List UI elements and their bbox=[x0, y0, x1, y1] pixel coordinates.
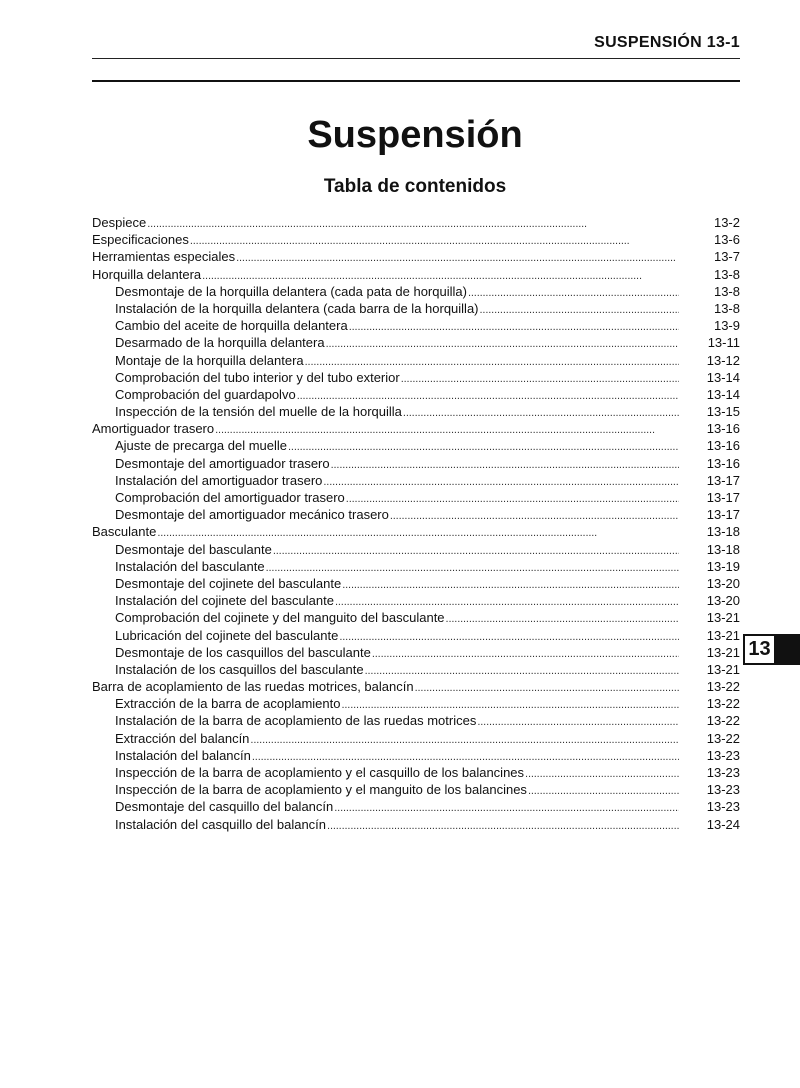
toc-entry[interactable] bbox=[92, 747, 740, 764]
toc-entry-label: Instalación del amortiguador trasero bbox=[115, 472, 323, 488]
toc-entry-page: 13-14 bbox=[706, 386, 740, 402]
toc-entry-page: 13-12 bbox=[706, 352, 740, 368]
toc-leader-dots bbox=[480, 302, 679, 319]
toc-entry-label: Comprobación del cojinete y del manguito del basculante bbox=[115, 610, 445, 626]
toc-entry-page: 13-23 bbox=[706, 782, 740, 798]
toc-entry[interactable] bbox=[92, 695, 740, 712]
toc-entry-label: Desmontaje de la horquilla delantera (cada pata de horquilla) bbox=[115, 283, 467, 299]
toc-entry-label: Desmontaje del amortiguador mecánico trasero bbox=[115, 507, 389, 523]
header-rule bbox=[92, 58, 740, 59]
toc-leader-dots bbox=[326, 336, 679, 353]
toc-entry-label: Barra de acoplamiento de las ruedas motrices, balancín bbox=[92, 679, 414, 695]
toc-entry[interactable] bbox=[92, 437, 740, 454]
toc-entry-page: 13-21 bbox=[706, 644, 740, 660]
page-header bbox=[92, 0, 740, 80]
toc-entry[interactable] bbox=[92, 798, 740, 815]
toc-entry-label: Desmontaje del casquillo del balancín bbox=[115, 799, 334, 815]
toc-entry-label: Especificaciones bbox=[92, 232, 189, 248]
toc-entry-page: 13-24 bbox=[706, 816, 740, 832]
toc-entry-label: Inspección de la barra de acoplamiento y el casquillo de los balancines bbox=[115, 765, 525, 780]
toc-entry-label: Herramientas especiales bbox=[92, 249, 236, 265]
toc-entry[interactable] bbox=[92, 609, 740, 626]
toc-entry-page: 13-8 bbox=[713, 300, 740, 316]
toc-entry-page: 13-22 bbox=[706, 679, 740, 695]
toc-leader-dots bbox=[415, 680, 679, 697]
toc-entry-label: Desmontaje del basculante bbox=[115, 541, 272, 557]
toc-leader-dots bbox=[446, 611, 679, 628]
toc-entry-page: 13-8 bbox=[713, 283, 740, 299]
toc-entry-page: 13-23 bbox=[706, 799, 740, 815]
toc-leader-dots bbox=[390, 508, 679, 525]
toc-entry-page: 13-8 bbox=[713, 266, 740, 282]
toc-leader-dots bbox=[327, 818, 679, 835]
toc-entry[interactable] bbox=[92, 420, 740, 437]
toc-entry-page: 13-21 bbox=[706, 627, 740, 643]
toc-leader-dots bbox=[339, 629, 679, 646]
toc-entry-page: 13-22 bbox=[706, 696, 740, 712]
toc-entry[interactable] bbox=[92, 300, 740, 317]
toc-entry-page: 13-21 bbox=[706, 610, 740, 626]
toc-entry[interactable] bbox=[92, 816, 740, 833]
toc-entry[interactable] bbox=[92, 317, 740, 334]
toc-entry[interactable] bbox=[92, 592, 740, 609]
toc-entry[interactable] bbox=[92, 472, 740, 489]
toc-entry-label: Instalación del cojinete del basculante bbox=[115, 593, 334, 609]
toc-entry-label: Cambio del aceite de horquilla delantera bbox=[115, 318, 348, 334]
toc-entry-label: Amortiguador trasero bbox=[92, 421, 215, 437]
toc-entry[interactable] bbox=[92, 334, 740, 351]
toc-entry-page: 13-11 bbox=[707, 335, 740, 351]
toc-entry-page: 13-16 bbox=[706, 455, 740, 471]
toc-entry[interactable] bbox=[92, 678, 740, 695]
toc-entry-page: 13-16 bbox=[706, 421, 740, 437]
toc-entry-page: 13-18 bbox=[706, 541, 740, 557]
toc-entry-label: Basculante bbox=[92, 524, 157, 540]
toc-leader-dots bbox=[468, 285, 679, 302]
toc-entry-label: Instalación de la horquilla delantera (cada barra de la horquilla) bbox=[115, 300, 479, 316]
toc-entry-label: Inspección de la tensión del muelle de la horquilla bbox=[115, 404, 402, 420]
toc-entry[interactable] bbox=[92, 369, 740, 386]
toc-entry[interactable] bbox=[92, 558, 740, 575]
table-of-contents bbox=[92, 214, 740, 833]
toc-leader-dots bbox=[477, 714, 679, 731]
toc-entry[interactable] bbox=[92, 712, 740, 729]
toc-entry-label: Montaje de la horquilla delantera bbox=[115, 352, 304, 368]
toc-leader-dots bbox=[331, 457, 679, 474]
toc-entry[interactable] bbox=[92, 541, 740, 558]
toc-entry[interactable] bbox=[92, 781, 740, 798]
toc-leader-dots bbox=[401, 371, 679, 388]
toc-leader-dots bbox=[288, 439, 679, 456]
toc-entry-page: 13-23 bbox=[706, 765, 740, 780]
toc-entry-label: Comprobación del tubo interior y del tubo exterior bbox=[115, 369, 400, 385]
toc-entry-page: 13-7 bbox=[713, 249, 740, 265]
toc-entry-page: 13-19 bbox=[706, 558, 740, 574]
toc-leader-dots bbox=[528, 783, 679, 800]
toc-leader-dots bbox=[273, 543, 679, 560]
toc-entry[interactable] bbox=[92, 248, 740, 265]
toc-leader-dots bbox=[342, 577, 679, 594]
toc-entry-page: 13-9 bbox=[713, 318, 740, 334]
toc-entry-page: 13-14 bbox=[706, 369, 740, 385]
toc-entry-label: Instalación del balancín bbox=[115, 747, 251, 763]
toc-entry-label: Lubricación del cojinete del basculante bbox=[115, 627, 339, 643]
toc-entry-page: 13-20 bbox=[706, 593, 740, 609]
toc-entry-label: Horquilla delantera bbox=[92, 266, 202, 282]
toc-leader-dots bbox=[334, 800, 679, 817]
toc-entry-page: 13-20 bbox=[706, 575, 740, 591]
toc-entry-label: Instalación de la barra de acoplamiento de las ruedas motrices bbox=[115, 713, 477, 729]
header-rule-thick bbox=[92, 80, 740, 82]
toc-entry-label: Inspección de la barra de acoplamiento y el manguito de los balancines bbox=[115, 782, 527, 798]
toc-entry-page: 13-21 bbox=[706, 661, 740, 677]
toc-entry-label: Desmontaje de los casquillos del basculante bbox=[115, 644, 371, 660]
toc-entry-page: 13-17 bbox=[706, 472, 740, 488]
toc-leader-dots bbox=[250, 732, 679, 749]
toc-entry-label: Comprobación del guardapolvo bbox=[115, 386, 296, 402]
toc-entry[interactable] bbox=[92, 627, 740, 644]
toc-entry[interactable] bbox=[92, 283, 740, 300]
toc-entry[interactable] bbox=[92, 214, 740, 231]
toc-entry[interactable] bbox=[92, 266, 740, 283]
toc-entry-label: Desmontaje del cojinete del basculante bbox=[115, 575, 342, 591]
toc-entry[interactable] bbox=[92, 730, 740, 747]
toc-entry-page: 13-23 bbox=[706, 747, 740, 763]
toc-leader-dots bbox=[525, 766, 679, 783]
toc-entry-label: Comprobación del amortiguador trasero bbox=[115, 490, 345, 505]
toc-entry-page: 13-16 bbox=[706, 438, 740, 454]
toc-entry-page: 13-17 bbox=[706, 507, 740, 523]
toc-entry-label: Instalación de los casquillos del basculante bbox=[115, 661, 364, 677]
toc-entry-label: Extracción de la barra de acoplamiento bbox=[115, 696, 341, 712]
toc-entry[interactable] bbox=[92, 352, 740, 369]
toc-entry[interactable] bbox=[92, 523, 740, 540]
toc-entry-label: Desarmado de la horquilla delantera bbox=[115, 335, 325, 351]
toc-entry-page: 13-6 bbox=[713, 232, 740, 248]
toc-leader-dots bbox=[346, 491, 679, 508]
chapter-tab-label: 13 bbox=[745, 636, 774, 663]
page-title: Suspensión bbox=[307, 114, 523, 156]
toc-leader-dots bbox=[349, 319, 679, 336]
toc-leader-dots bbox=[147, 216, 679, 233]
toc-entry-label: Instalación del basculante bbox=[115, 558, 265, 574]
toc-entry[interactable] bbox=[92, 403, 740, 420]
toc-leader-dots bbox=[403, 405, 679, 422]
toc-entry[interactable] bbox=[92, 644, 740, 661]
chapter-tab bbox=[743, 634, 800, 665]
toc-entry-page: 13-18 bbox=[706, 524, 740, 540]
toc-entry-page: 13-15 bbox=[706, 404, 740, 420]
page-subtitle: Tabla de contenidos bbox=[323, 176, 507, 197]
toc-leader-dots bbox=[236, 250, 679, 267]
toc-leader-dots bbox=[323, 474, 679, 491]
toc-entry[interactable] bbox=[92, 575, 740, 592]
toc-entry[interactable] bbox=[92, 489, 740, 506]
toc-entry[interactable] bbox=[92, 386, 740, 403]
toc-entry-label: Extracción del balancín bbox=[115, 730, 250, 746]
toc-entry-label: Despiece bbox=[92, 215, 147, 230]
toc-leader-dots bbox=[190, 233, 679, 250]
toc-entry-page: 13-22 bbox=[706, 730, 740, 746]
toc-entry-label: Desmontaje del amortiguador trasero bbox=[115, 455, 330, 471]
toc-entry[interactable] bbox=[92, 231, 740, 248]
toc-entry[interactable] bbox=[92, 455, 740, 472]
toc-entry[interactable] bbox=[92, 506, 740, 523]
toc-entry-page: 13-17 bbox=[706, 490, 740, 505]
toc-entry-label: Ajuste de precarga del muelle bbox=[115, 438, 287, 454]
running-title: SUSPENSIÓN 13-1 bbox=[594, 34, 740, 51]
toc-entry-page: 13-22 bbox=[706, 713, 740, 729]
toc-leader-dots bbox=[372, 646, 679, 663]
toc-entry-page: 13-2 bbox=[713, 215, 740, 230]
toc-entry-label: Instalación del casquillo del balancín bbox=[115, 816, 327, 832]
toc-entry[interactable] bbox=[92, 764, 740, 781]
toc-entry[interactable] bbox=[92, 661, 740, 678]
